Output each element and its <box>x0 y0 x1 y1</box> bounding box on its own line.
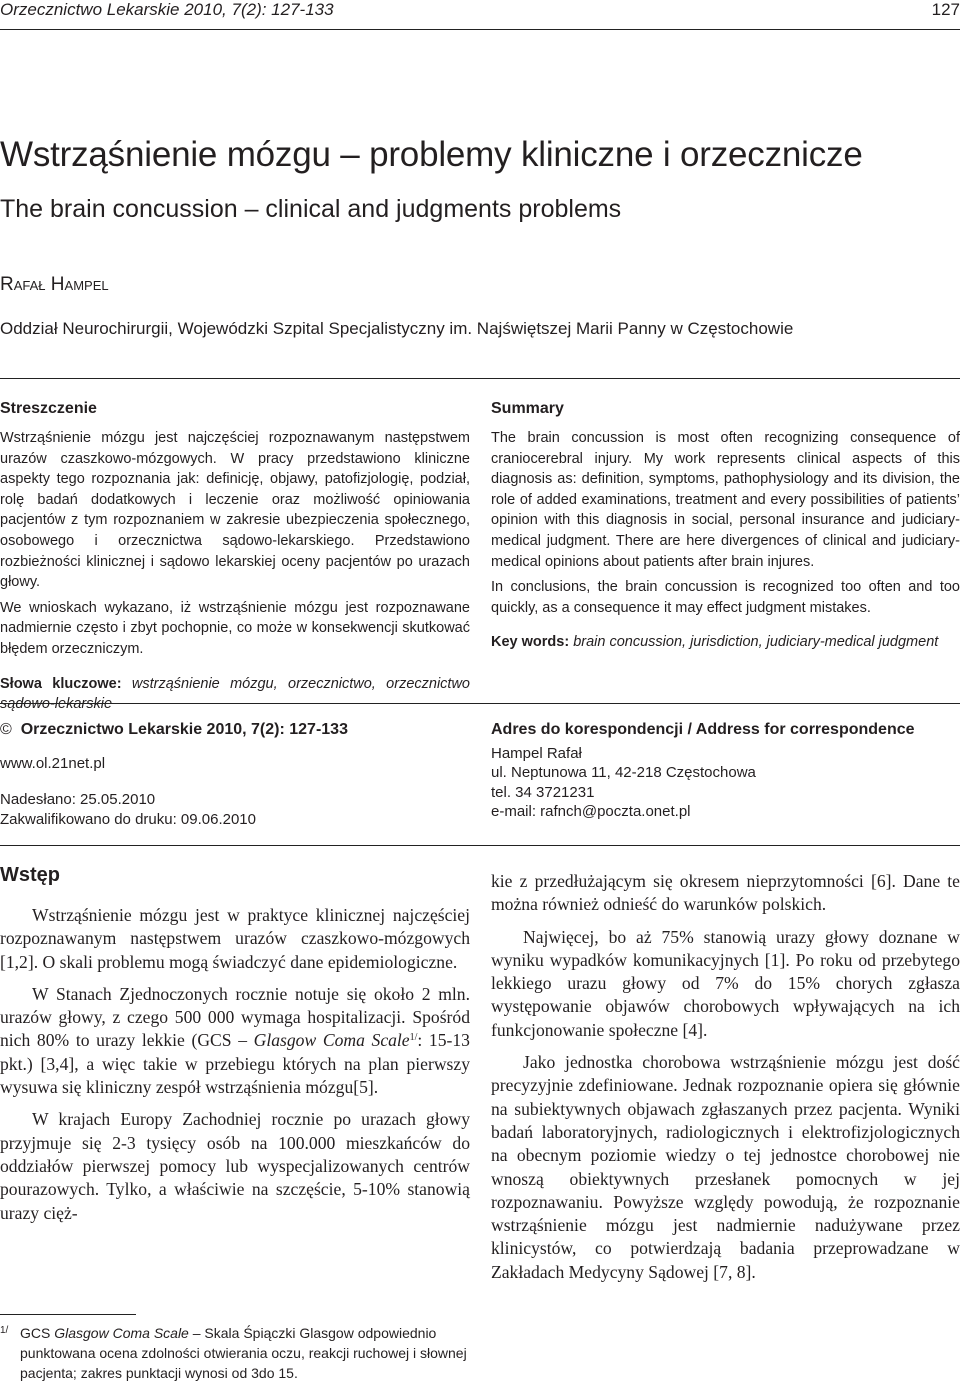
body-paragraph: W krajach Europy Zachodniej rocznie po urazach głowy przyjmuje się 2-3 tysięcy osób na 100.000 mieszkańców do oddziałów pierwszej pomocy lub wyspecjalizowanych centrów pourazowych. Tylko, a właściwie na szczęście, 5-10% stanowią urazy cięż- <box>0 1109 470 1223</box>
abstract-en-paragraph: The brain concussion is most often recognizing consequence of craniocerebral injury. My work represents clinical aspects of this diagnosis as: definition, symptoms, pathophysiology and its division, the role of added examinations, treatment and every possibilities of patients’ opinion with this diagnosis in social, personal insurance and judiciary-medical judgment. There are here divergences of clinical and judiciary-medical opinions about patients after brain injures. <box>491 430 960 570</box>
body-text: W Stanach Zjednoczonych rocznie notuje się około 2 mln. urazów głowy, z czego 500 000 wymaga hospitalizacji. Spośród nich 80% to urazy lekkie (GCS – <box>0 983 470 1051</box>
copyright-text: Orzecznictwo Lekarskie 2010, 7(2): 127-133 <box>20 721 348 738</box>
abstract-pl-paragraph: We wnioskach wykazano, iż wstrząśnienie mózgu jest rozpoznawane nadmiernie często i zbyt pochopnie, co może w konsekwencji skutkować błędem orzeczniczym. <box>0 599 470 657</box>
title-polish: Wstrząśnienie mózgu – problemy kliniczne i orzecznicze <box>0 135 863 174</box>
copyright-line <box>0 720 470 740</box>
body-column-right <box>491 870 960 1284</box>
abstract-pl-paragraph: Wstrząśnienie mózgu jest najczęściej rozpoznawanym następstwem urazów czaszkowo-mózgowych. W pracy przedstawiono kliniczne aspekty tego rozpoznania jak: definicję, objawy, patofizjologię, podział, rolę badań dodatkowych i leczenie oraz możliwość opiniowania pacjentów z tym rozpoznaniem w zakresie ubezpieczenia społecznego, osobowego i orzecznictwa sądowo-lekarskiego. Przedstawiono rozbieżności klinicznej i sądowo lekarskiej oceny pacjentów po urazach głowy. <box>0 430 470 591</box>
keywords-label: Key words: <box>491 634 570 651</box>
footnote-text-part: – Skala Śpiączki Glasgow odpowiednio punktowana ocena zdolności otwierania oczu, reakcji ruchowej i słownej pacjenta; zakres punktacji wynosi od 3do 15. <box>20 1325 467 1381</box>
title-english: The brain concussion – clinical and judgments problems <box>0 195 622 223</box>
abstract-en-keywords <box>491 632 960 653</box>
accepted-date: Zakwalifikowano do druku: 09.06.2010 <box>0 811 256 828</box>
keywords-text: wstrząśnienie mózgu, orzecznictwo, orzecznictwo sądowo-lekarskie <box>0 675 470 713</box>
abstract-en-heading: Summary <box>491 400 564 417</box>
body-paragraph: Wstrząśnienie mózgu jest w praktyce klinicznej najczęściej rozpoznawanym następstwem urazów czaszkowo-mózgowych [1,2]. O skali problemu mogą świadczyć dane epidemiologiczne. <box>0 905 470 972</box>
body-paragraph: kie z przedłużającym się okresem nieprzytomności [6]. Dane te można również odnieść do warunków polskich. <box>491 871 960 915</box>
received-date: Nadesłano: 25.05.2010 <box>0 791 156 808</box>
footnote-text <box>20 1323 470 1383</box>
abstract-pl-keywords <box>0 674 470 715</box>
body-text: : 15-13 pkt.) [3,4], a więc takie w przebiegu których na plan pierwszy wysuwa się kliniczny zespół wstrząśnienia mózgu[5]. <box>0 1030 470 1098</box>
footnote-reference: 1/ <box>409 1032 418 1044</box>
keywords-text: brain concussion, jurisdiction, judiciary-medical judgment <box>573 634 939 651</box>
abstract-pl-heading: Streszczenie <box>0 400 97 417</box>
body-paragraph: Jako jednostka chorobowa wstrząśnienie mózgu jest dość precyzyjnie zdefiniowane. Jednak rozpoznanie opiera się głównie na subiektywnych objawach zgłaszanych przez pacjenta. Wyniki badań laboratoryjnych, radiologicznych i elektrofizjologicznych na obecnym poziomie wiedzy o tej jednostce chorobowej nie wnoszą obiektywnych przesłanek pomocnych w jej rozpoznawaniu. Powyższe względy powodują, że rozpoznanie wstrząśnienie mózgu jest nadmiernie nadużywane przez klinicystów, co potwierdzają badania przeprowadzane w Zakładach Medycyny Sądowej [7, 8]. <box>491 1052 960 1282</box>
affiliation: Oddział Neurochirurgii, Wojewódzki Szpital Specjalistyczny im. Najświętszej Marii Panny w Częstochowie <box>0 319 794 338</box>
journal-website: www.ol.21net.pl <box>0 755 106 772</box>
body-column-left <box>0 904 470 1225</box>
correspondence-email: e-mail: rafnch@poczta.onet.pl <box>491 803 691 820</box>
header-rule <box>0 29 960 30</box>
correspondence-name: Hampel Rafał <box>491 744 582 762</box>
footnote-emphasis: Glasgow Coma Scale <box>54 1325 189 1341</box>
page-number: 127 <box>931 0 960 19</box>
footnote <box>0 1323 470 1383</box>
body-rule <box>0 845 960 846</box>
correspondence-phone: tel. 34 3721231 <box>491 783 595 801</box>
journal-reference: Orzecznictwo Lekarskie 2010, 7(2): 127-133 <box>0 0 334 19</box>
body-emphasis: Glasgow Coma Scale <box>253 1030 410 1051</box>
correspondence-address <box>491 720 960 822</box>
abstract-english <box>491 428 960 658</box>
keywords-label: Słowa kluczowe: <box>0 675 122 692</box>
body-paragraph: Najwięcej, bo aż 75% stanowią urazy głowy doznane w wyniku wypadków komunikacyjnych [1]. Po roku od przebytego lekkiego urazu głowy od 7% do 15% chorych zgłasza występowanie objawów chorobowych wpływających na ich funkcjonowanie społeczne [4]. <box>491 926 960 1040</box>
section-heading-introduction: Wstęp <box>0 864 60 886</box>
abstract-polish <box>0 428 470 720</box>
body-paragraph <box>0 983 470 1099</box>
correspondence-street: ul. Neptunowa 11, 42-218 Częstochowa <box>491 764 756 781</box>
footnote-text-part: GCS <box>20 1325 55 1341</box>
publication-info <box>0 720 470 830</box>
abstract-en-paragraph: In conclusions, the brain concussion is recognized too often and too quickly, as a consequence it may effect judgment mistakes. <box>491 579 960 616</box>
footnote-rule <box>0 1314 136 1315</box>
abstract-top-rule <box>0 378 960 379</box>
author-name: Rafał Hampel <box>0 274 109 295</box>
metadata-rule <box>0 703 960 704</box>
correspondence-heading: Adres do korespondencji / Address for correspondence <box>491 721 915 738</box>
footnote-mark: 1/ <box>0 1325 9 1336</box>
copyright-symbol: © <box>0 721 12 738</box>
